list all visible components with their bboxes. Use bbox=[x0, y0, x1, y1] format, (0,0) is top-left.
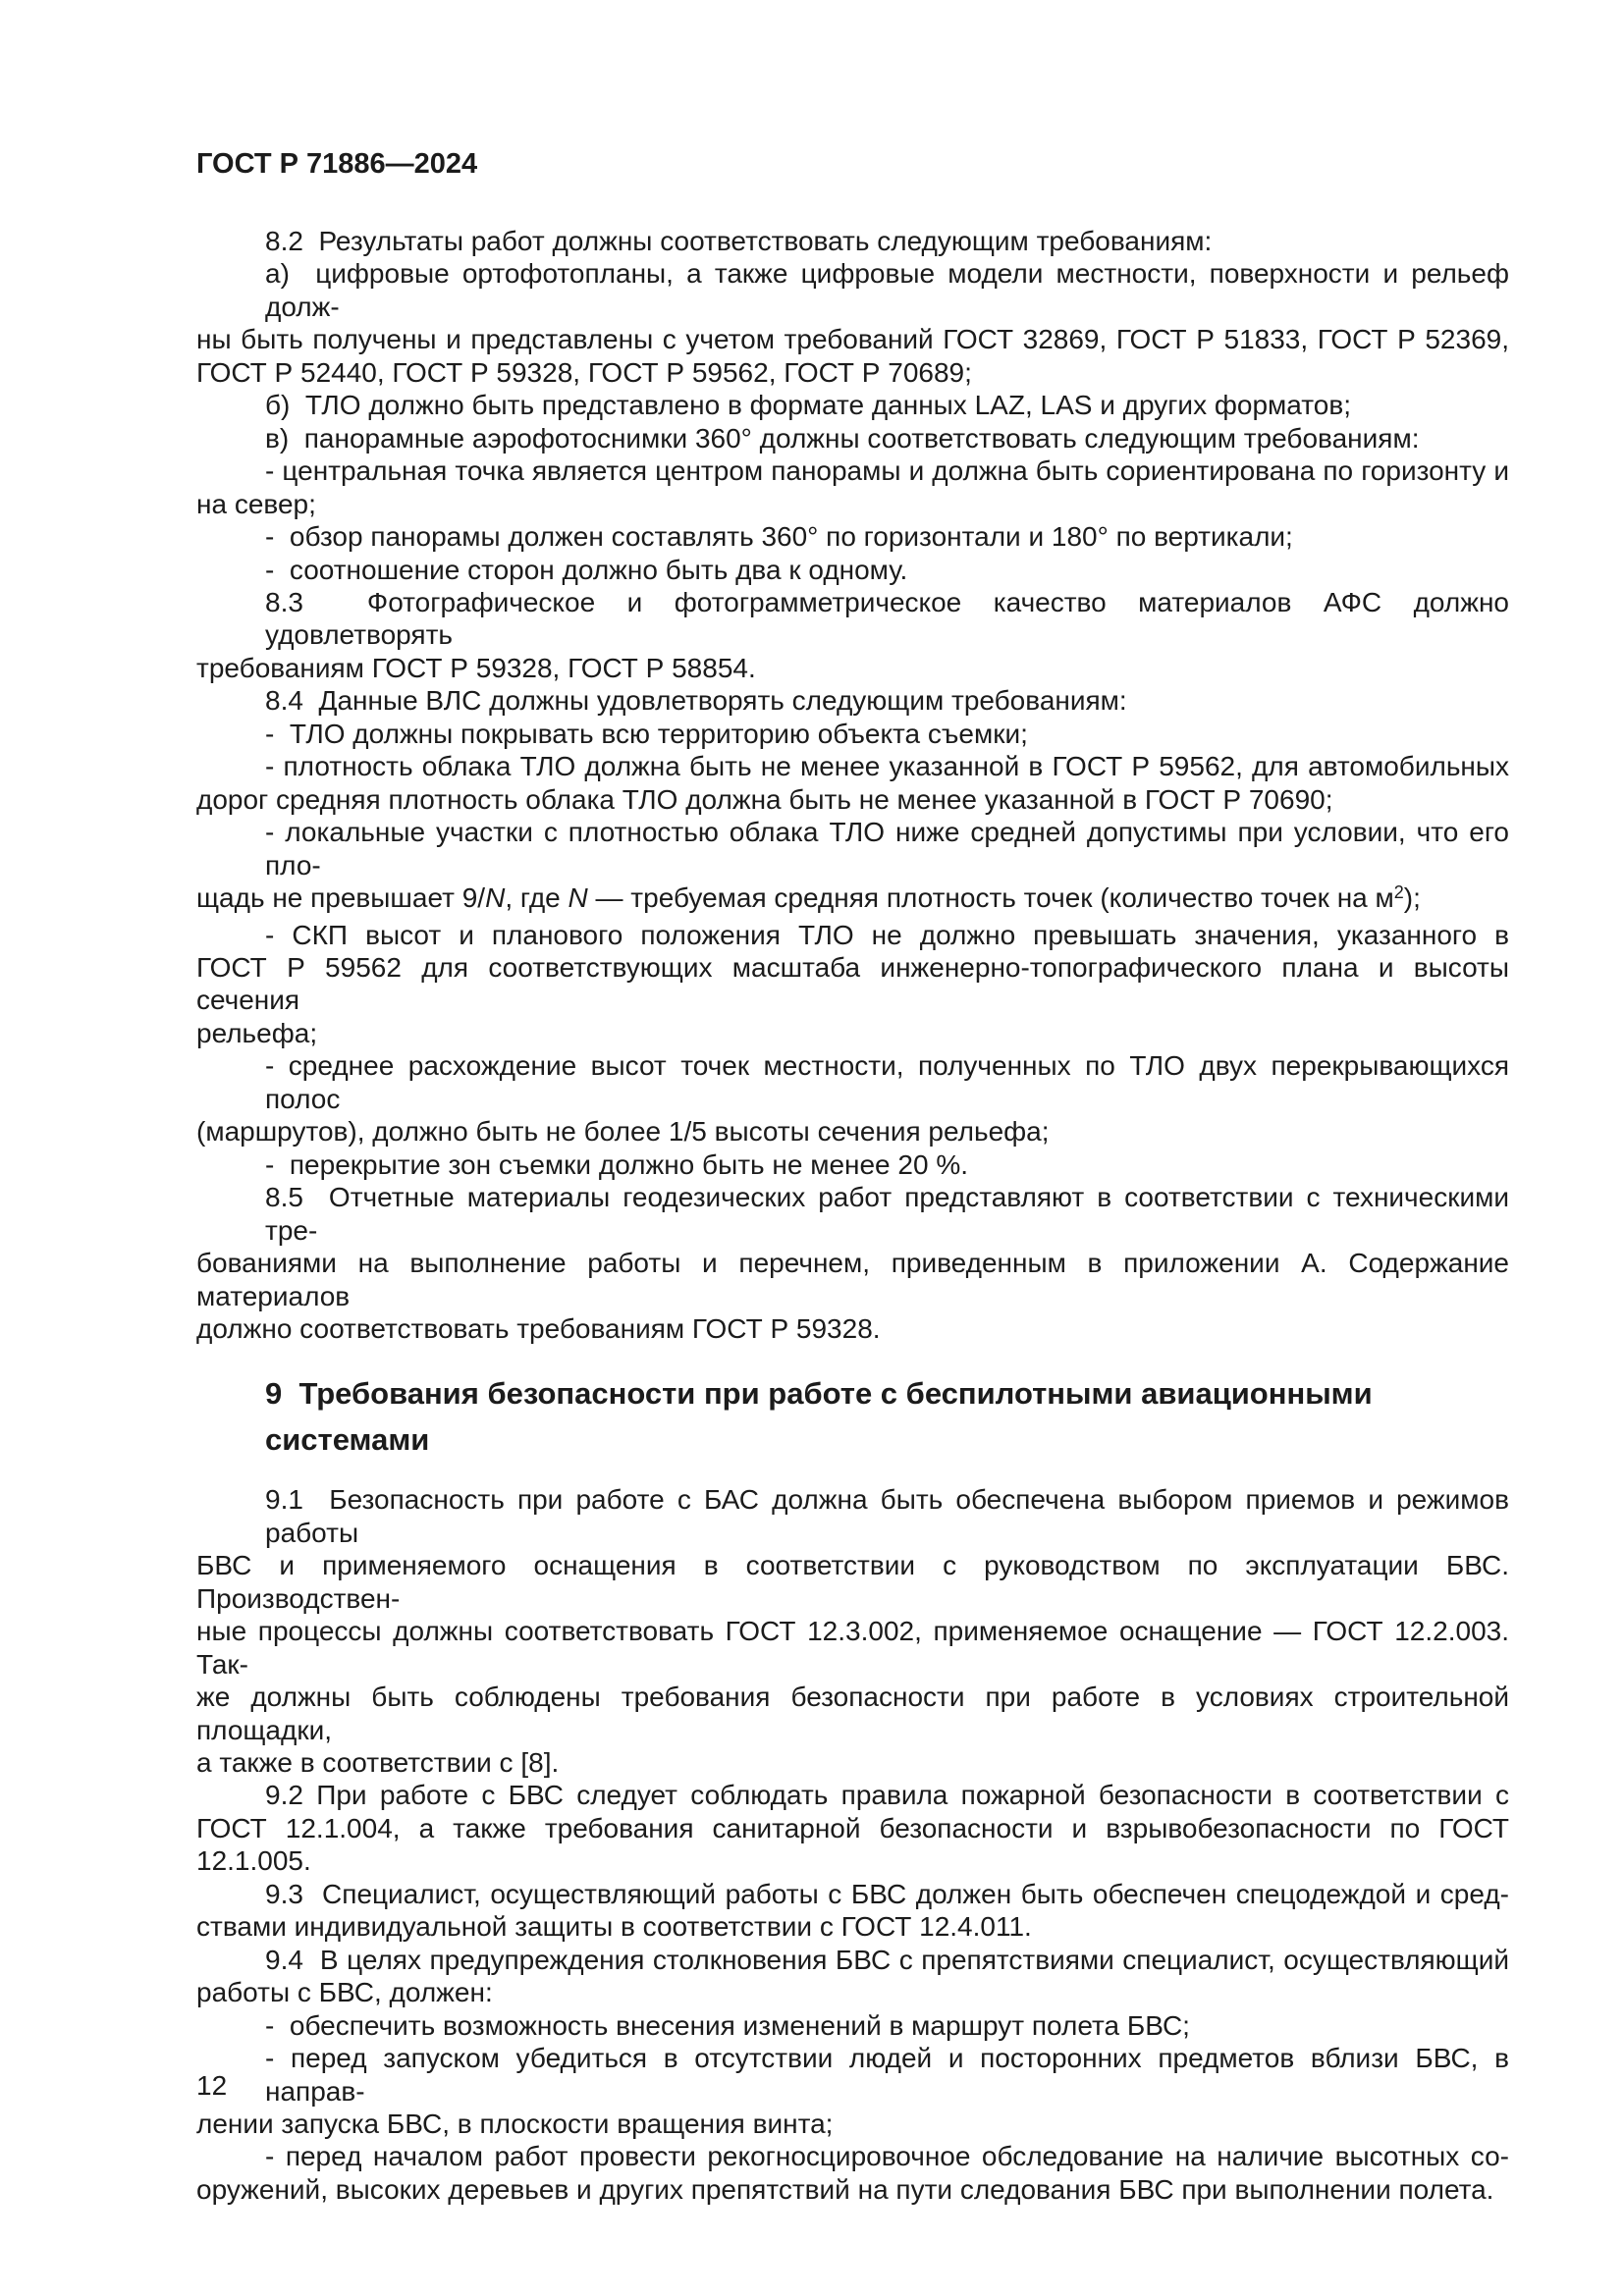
list-item bbox=[196, 389, 1509, 421]
paragraph bbox=[196, 1483, 1509, 1779]
text-line: работы с БВС, должен: bbox=[196, 1977, 493, 2008]
text-line: рельефа; bbox=[196, 1017, 318, 1048]
list-item bbox=[196, 816, 1509, 918]
text-line: системами bbox=[265, 1422, 430, 1458]
text-line: же должны быть соблюдены требования безопасности при работе в условиях строительной площадки, bbox=[196, 1682, 1509, 1745]
list-item bbox=[196, 520, 1509, 553]
list-item bbox=[196, 1049, 1509, 1148]
section-heading bbox=[196, 1370, 1509, 1463]
text-line: 9.2 При работе с БВС следует соблюдать правила пожарной безопасности в соответствии с bbox=[265, 1780, 1509, 1811]
paragraph bbox=[196, 1181, 1509, 1345]
text-line: - локальные участки с плотностью облака ТЛО ниже средней допустимы при условии, что его пло- bbox=[265, 817, 1509, 881]
text-line: щадь не превышает 9/N, где N — требуемая средняя плотность точек (количество точек на $м^2$); bbox=[196, 882, 1421, 914]
list-item bbox=[196, 718, 1509, 750]
paragraph bbox=[196, 1944, 1509, 2009]
list-item bbox=[196, 919, 1509, 1050]
list-item bbox=[196, 454, 1509, 520]
paragraph bbox=[196, 1878, 1509, 1944]
text-line: в) панорамные аэрофотоснимки 360° должны соответствовать следующим требованиям: bbox=[265, 422, 1420, 454]
list-item bbox=[196, 554, 1509, 586]
text-line: ГОСТ 12.1.004, а также требования санитарной безопасности и взрывобезопасности по ГОСТ 12.1.005. bbox=[196, 1812, 1509, 1877]
text-line: ные процессы должны соответствовать ГОСТ 12.3.002, применяемое оснащение — ГОСТ 12.2.003. Так- bbox=[196, 1616, 1509, 1680]
text-line: БВС и применяемого оснащения в соответствии с руководством по эксплуатации БВС. Производствен- bbox=[196, 1550, 1509, 1614]
list-item bbox=[196, 750, 1509, 816]
text-line: на север; bbox=[196, 488, 316, 519]
text-line: - плотность облака ТЛО должна быть не менее указанной в ГОСТ Р 59562, для автомобильных bbox=[265, 751, 1509, 782]
text-line: - соотношение сторон должно быть два к одному. bbox=[265, 554, 908, 585]
text-line: требованиям ГОСТ Р 59328, ГОСТ Р 58854. bbox=[196, 652, 756, 683]
text-line: лении запуска БВС, в плоскости вращения винта; bbox=[196, 2109, 834, 2140]
text-line: ны быть получены и представлены с учетом требований ГОСТ 32869, ГОСТ Р 51833, ГОСТ Р 52369, bbox=[196, 324, 1509, 355]
list-item bbox=[196, 1148, 1509, 1181]
text-line: ГОСТ Р 59562 для соответствующих масштаба инженерно-топографического плана и высоты сечения bbox=[196, 951, 1509, 1016]
text-line: (маршрутов), должно быть не более 1/5 высоты сечения рельефа; bbox=[196, 1116, 1050, 1148]
text-line: ГОСТ Р 52440, ГОСТ Р 59328, ГОСТ Р 59562, ГОСТ Р 70689; bbox=[196, 356, 972, 388]
text-line: 8.2 Результаты работ должны соответствовать следующим требованиям: bbox=[265, 226, 1213, 256]
text-line: 9.3 Специалист, осуществляющий работы с БВС должен быть обеспечен спецодеждой и сред- bbox=[265, 1878, 1509, 1909]
text-line: ствами индивидуальной защиты в соответствии с ГОСТ 12.4.011. bbox=[196, 1911, 1032, 1943]
text-line: - перекрытие зон съемки должно быть не менее 20 %. bbox=[265, 1148, 969, 1180]
paragraph bbox=[196, 684, 1509, 717]
text-line: - обзор панорамы должен составлять 360° по горизонтали и 180° по вертикали; bbox=[265, 521, 1293, 553]
text-line: - перед запуском убедиться в отсутствии людей и посторонних предметов вблизи БВС, в направ- bbox=[265, 2043, 1509, 2107]
page-number: 12 bbox=[196, 2070, 228, 2101]
list-item bbox=[196, 422, 1509, 454]
text-line: а также в соответствии с [8]. bbox=[196, 1747, 560, 1779]
text-line: бованиями на выполнение работы и перечнем, приведенным в приложении А. Содержание материалов bbox=[196, 1248, 1509, 1311]
document-body bbox=[196, 225, 1509, 2206]
text-line: 8.3 Фотографическое и фотограмметрическое качество материалов АФС должно удовлетворять bbox=[265, 586, 1509, 651]
paragraph bbox=[196, 586, 1509, 684]
text-line: оружений, высоких деревьев и других препятствий на пути следования БВС при выполнении полета. bbox=[196, 2173, 1494, 2205]
list-item bbox=[196, 2009, 1509, 2042]
text-line: дорог средняя плотность облака ТЛО должна быть не менее указанной в ГОСТ Р 70690; bbox=[196, 783, 1333, 815]
text-line: - перед началом работ провести рекогносцировочное обследование на наличие высотных со- bbox=[265, 2141, 1509, 2172]
text-line: - среднее расхождение высот точек местности, полученных по ТЛО двух перекрывающихся полос bbox=[265, 1050, 1509, 1114]
text-line: 9.4 В целях предупреждения столкновения БВС с препятствиями специалист, осуществляющий bbox=[265, 1944, 1509, 1975]
text-line: должно соответствовать требованиям ГОСТ Р 59328. bbox=[196, 1312, 881, 1344]
paragraph bbox=[196, 225, 1509, 257]
text-line: 9 Требования безопасности при работе с беспилотными авиационными bbox=[265, 1376, 1373, 1412]
text-line: - ТЛО должны покрывать всю территорию объекта съемки; bbox=[265, 718, 1028, 749]
list-item bbox=[196, 257, 1509, 389]
list-item bbox=[196, 2042, 1509, 2140]
text-line: а) цифровые ортофотопланы, а также цифровые модели местности, поверхности и рельеф долж- bbox=[265, 258, 1509, 322]
text-line: - центральная точка является центром панорамы и должна быть сориентирована по горизонту и bbox=[265, 455, 1509, 487]
text-line: 9.1 Безопасность при работе с БАС должна быть обеспечена выбором приемов и режимов работы bbox=[265, 1484, 1509, 1548]
paragraph bbox=[196, 1779, 1509, 1877]
list-item bbox=[196, 2140, 1509, 2206]
text-line: - СКП высот и планового положения ТЛО не должно превышать значения, указанного в bbox=[265, 919, 1509, 950]
running-header: ГОСТ Р 71886—2024 bbox=[196, 148, 478, 180]
text-line: 8.5 Отчетные материалы геодезических работ представляют в соответствии с техническими тре- bbox=[265, 1182, 1509, 1246]
text-line: - обеспечить возможность внесения изменений в маршрут полета БВС; bbox=[265, 2009, 1190, 2041]
text-line: б) ТЛО должно быть представлено в формате данных LAZ, LAS и других форматов; bbox=[265, 390, 1351, 421]
text-line: 8.4 Данные ВЛС должны удовлетворять следующим требованиям: bbox=[265, 685, 1127, 717]
